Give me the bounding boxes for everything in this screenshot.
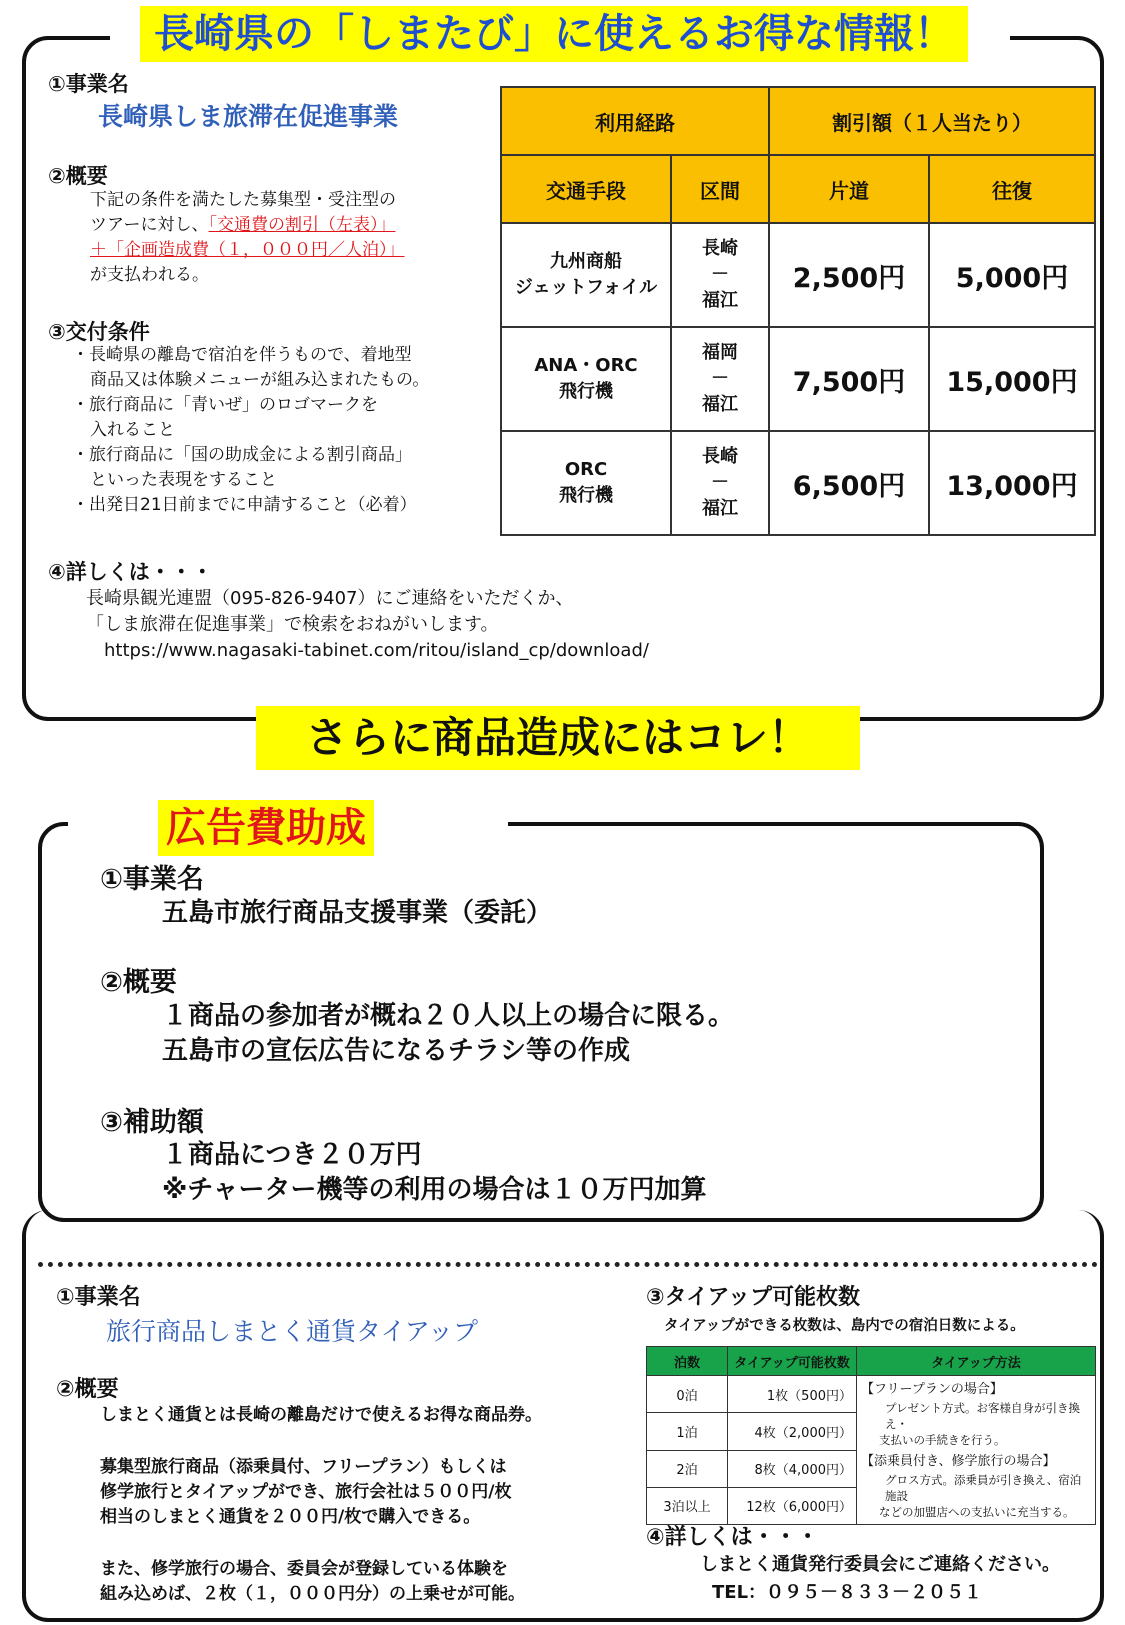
th-section: 区間 — [671, 155, 769, 223]
ad-s2-line2: 五島市の宣伝広告になるチラシ等の作成 — [162, 1036, 631, 1066]
ad-s3-heading: ③補助額 — [100, 1107, 204, 1138]
transport-cell: ORC 飛行機 — [501, 431, 671, 535]
ad-s2-line1: １商品の参加者が概ね２０人以上の場合に限る。 — [162, 1001, 735, 1031]
oneway-price: 2,500円 — [769, 223, 929, 327]
s3-line4: 入れること — [90, 420, 175, 440]
th-method: タイアップ方法 — [857, 1347, 1096, 1376]
table-row — [501, 431, 1095, 535]
ad-s1-heading: ①事業名 — [100, 864, 204, 895]
tie-s4-heading: ④詳しくは・・・ — [646, 1525, 819, 1550]
s4-url[interactable]: https://www.nagasaki-tabinet.com/ritou/island_cp/download/ — [104, 640, 649, 661]
table-row — [647, 1376, 1096, 1413]
s4-line1: 長崎県観光連盟（095-826-9407）にご連絡をいただくか、 — [86, 588, 574, 609]
count-cell: 8枚（4,000円） — [728, 1450, 857, 1487]
nights-cell: 2泊 — [647, 1450, 728, 1487]
table-row — [501, 327, 1095, 431]
s1-name: 長崎県しま旅滞在促進事業 — [98, 102, 399, 131]
section-cell: 長崎 － 福江 — [671, 431, 769, 535]
tie-s2-line3: 修学旅行とタイアップができ、旅行会社は５００円/枚 — [100, 1482, 512, 1502]
th-route: 利用経路 — [501, 87, 769, 155]
ad-s3-line1: １商品につき２０万円 — [162, 1140, 422, 1170]
section-cell: 福岡 － 福江 — [671, 327, 769, 431]
th-nights: 泊数 — [647, 1347, 728, 1376]
tie-s2-heading: ②概要 — [56, 1377, 119, 1402]
tie-s2-line2: 募集型旅行商品（添乗員付、フリープラン）もしくは — [100, 1457, 507, 1477]
nights-cell: 3泊以上 — [647, 1487, 728, 1524]
s2-heading: ②概要 — [48, 164, 108, 188]
ad-s3-line2: ※チャーター機等の利用の場合は１０万円加算 — [162, 1175, 707, 1205]
tie-s3-heading: ③タイアップ可能枚数 — [646, 1285, 860, 1310]
tie-s2-line4: 相当のしまとく通貨を２００円/枚で購入できる。 — [100, 1507, 481, 1527]
s3-line7: ・出発日21日前までに申請すること（必着） — [72, 495, 417, 515]
ad-s2-heading: ②概要 — [100, 967, 177, 998]
section-cell: 長崎 － 福江 — [671, 223, 769, 327]
page-title: 長崎県の「しまたび」に使えるお得な情報！ — [140, 6, 968, 62]
tie-s2-line1: しまとく通貨とは長崎の離島だけで使えるお得な商品券。 — [100, 1405, 542, 1425]
oneway-price: 7,500円 — [769, 327, 929, 431]
th-oneway: 片道 — [769, 155, 929, 223]
s3-heading: ③交付条件 — [48, 320, 150, 344]
s3-line1: ・長崎県の離島で宿泊を伴うもので、着地型 — [72, 345, 412, 365]
nights-cell: 0泊 — [647, 1376, 728, 1413]
s4-line2: 「しま旅滞在促進事業」で検索をおねがいします。 — [86, 614, 499, 635]
round-price: 15,000円 — [929, 327, 1095, 431]
tie-s1-name: 旅行商品しまとく通貨タイアップ — [106, 1317, 479, 1346]
tie-s2-line6: 組み込めば、２枚（１，０００円分）の上乗せが可能。 — [100, 1584, 525, 1604]
transport-cell: ANA・ORC 飛行機 — [501, 327, 671, 431]
table-row — [501, 223, 1095, 327]
promo-banner: さらに商品造成にはコレ！ — [256, 706, 860, 770]
tieup-table — [646, 1346, 1096, 1525]
s2-line1: 下記の条件を満たした募集型・受注型の — [90, 190, 396, 210]
s2-highlight2: ＋「企画造成費（１，０００円／人泊）」 — [90, 240, 405, 260]
tie-s2-line5: また、修学旅行の場合、委員会が登録している体験を — [100, 1559, 508, 1579]
th-transport: 交通手段 — [501, 155, 671, 223]
th-discount: 割引額（１人当たり） — [769, 87, 1095, 155]
round-price: 13,000円 — [929, 431, 1095, 535]
tie-s1-heading: ①事業名 — [56, 1285, 141, 1310]
discount-table — [500, 86, 1096, 536]
count-cell: 12枚（6,000円） — [728, 1487, 857, 1524]
s2-line2: ツアーに対し、「交通費の割引（左表）」 — [90, 215, 396, 235]
method-cell: 【フリープランの場合】 プレゼント方式。お客様自身が引き換え・ 支払いの手続きを行う。 【添乗員付き、修学旅行の場合】 グロス方式。添乗員が引き換え、宿泊施設 などの加盟店への支払いに充当する。 — [857, 1376, 1096, 1525]
s3-line2: 商品又は体験メニューが組み込まれたもの。 — [90, 370, 430, 390]
round-price: 5,000円 — [929, 223, 1095, 327]
dotted-divider — [38, 1262, 1098, 1267]
oneway-price: 6,500円 — [769, 431, 929, 535]
count-cell: 1枚（500円） — [728, 1376, 857, 1413]
s3-line6: といった表現をすること — [90, 470, 277, 490]
s2-highlight1: 「交通費の割引（左表）」 — [208, 215, 396, 235]
s3-line5: ・旅行商品に「国の助成金による割引商品」 — [72, 445, 412, 465]
tie-s4-phone: TEL：０９５－８３３－２０５１ — [712, 1582, 983, 1603]
s4-heading: ④詳しくは・・・ — [48, 560, 213, 584]
th-count: タイアップ可能枚数 — [728, 1347, 857, 1376]
ad-s1-text: 五島市旅行商品支援事業（委託） — [162, 898, 553, 928]
ad-subsidy-title: 広告費助成 — [158, 800, 374, 856]
transport-cell: 九州商船 ジェットフォイル — [501, 223, 671, 327]
s2-line4: が支払われる。 — [90, 265, 209, 285]
s1-heading: ①事業名 — [48, 72, 129, 96]
th-round: 往復 — [929, 155, 1095, 223]
count-cell: 4枚（2,000円） — [728, 1413, 857, 1450]
nights-cell: 1泊 — [647, 1413, 728, 1450]
tie-s3-text: タイアップができる枚数は、島内での宿泊日数による。 — [664, 1318, 1025, 1334]
tie-s4-line1: しまとく通貨発行委員会にご連絡ください。 — [700, 1554, 1060, 1575]
s3-line3: ・旅行商品に「青いぜ」のロゴマークを — [72, 395, 378, 415]
